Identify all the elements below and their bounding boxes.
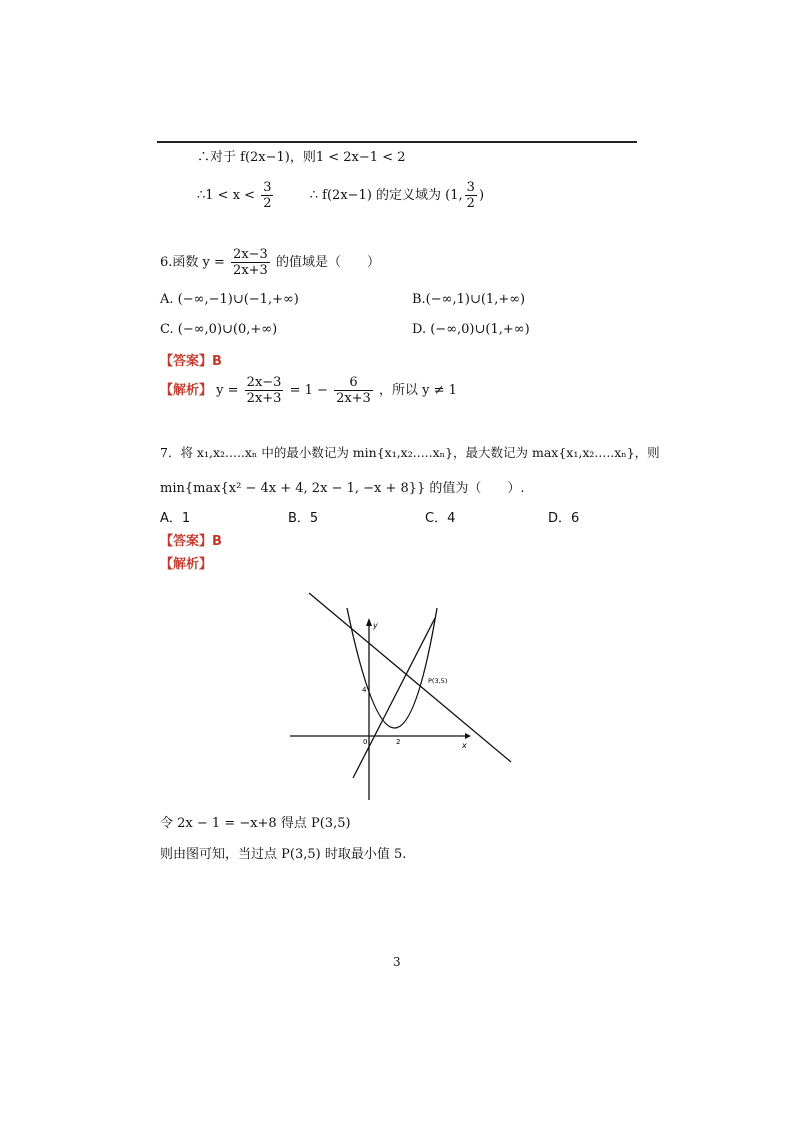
q7-option-c: C．4: [425, 511, 456, 526]
q6-analysis-num1: 2x−3: [246, 375, 282, 390]
q7-analysis-heading: [160, 553, 212, 572]
q6-frac-den: 2x+3: [233, 263, 268, 278]
prev-int-num: 3: [466, 180, 475, 195]
graph-point-label: P(3,5): [428, 677, 448, 685]
q7-stem-line-2: min{max{x² − 4x + 4, 2x − 1, −x + 8}} 的值为（ ）.: [160, 481, 525, 496]
graph-x-tick-label: 2: [396, 738, 401, 746]
graph-parabola: [347, 608, 437, 728]
graph-line-neg-x-plus-8: [309, 593, 511, 762]
q6-analysis: [160, 375, 457, 406]
prev-int-den: 2: [466, 196, 475, 211]
q6-analysis-eq: = 1 −: [289, 383, 328, 398]
graph-y-label: y: [373, 621, 378, 630]
q7-option-d: D．6: [548, 511, 580, 526]
prev-line-2: [197, 180, 484, 211]
prev-line-2-interval-close: ): [478, 188, 485, 203]
q6-option-a: A. (−∞,−1)∪(−1,+∞): [160, 292, 299, 307]
q7-analysis-tag: 【解析】: [160, 557, 213, 572]
prev-line-1: [197, 146, 405, 165]
q7-stem-line-1: 7．将 x₁,x₂.....xₙ 中的最小数记为 min{x₁,x₂.....xₙ}，最大数记为 max{x₁,x₂.....xₙ}，则: [160, 445, 660, 460]
q7-step-2: 则由图可知，当过点 P(3,5) 时取最小值 5.: [160, 847, 407, 862]
prev-line-1-text: ∴对于 f(2x−1)，则1 < 2x−1 < 2: [197, 150, 406, 165]
q6-analysis-num2: 6: [334, 375, 373, 391]
q6-option-c: C. (−∞,0)∪(0,+∞): [160, 322, 278, 337]
prev-line-2-fraction: [261, 180, 273, 211]
prev-line-2-domain: ∴ f(2x−1) 的定义域为: [309, 188, 442, 203]
q7-function-graph: [285, 588, 515, 803]
prev-frac-num: 3: [263, 180, 272, 195]
top-rule: [157, 141, 637, 143]
page-number: 3: [393, 955, 401, 969]
prev-line-2-ineq: ∴1 < x <: [197, 188, 256, 203]
q7-answer-tag: 【答案】: [160, 534, 213, 549]
q7-step-1: 令 2x − 1 = −x+8 得点 P(3,5): [160, 816, 351, 831]
q6-analysis-tag: 【解析】: [160, 383, 213, 398]
prev-line-2-interval-open: (1,: [445, 188, 463, 203]
prev-line-2-interval-fraction: [465, 180, 477, 211]
q6-stem-prefix: 6.函数 y =: [160, 255, 225, 270]
graph-y-tick-label: 4: [362, 686, 367, 694]
graph-y-arrow: [366, 618, 372, 626]
q6-analysis-conclusion: ，所以 y ≠ 1: [378, 383, 457, 398]
q6-analysis-y: y =: [216, 383, 239, 398]
q6-answer-tag: 【答案】: [160, 354, 213, 369]
q6-analysis-den1: 2x+3: [246, 391, 282, 406]
q6-option-b: B.(−∞,1)∪(1,+∞): [412, 292, 526, 307]
graph-origin-label: 0: [363, 738, 368, 746]
q7-option-b: B．5: [288, 511, 319, 526]
q7-answer: [160, 530, 222, 549]
q6-stem: [160, 247, 380, 278]
q7-answer-value: B: [212, 534, 222, 549]
q6-analysis-fraction-1: [245, 375, 284, 406]
graph-line-2x-minus-1: [353, 618, 435, 778]
q6-frac-num: 2x−3: [233, 247, 268, 262]
q6-answer: [160, 350, 222, 369]
q6-stem-suffix: 的值域是（ ）: [275, 255, 380, 270]
graph-x-arrow: [465, 733, 471, 739]
q6-stem-fraction: [231, 247, 270, 278]
q6-option-d: D. (−∞,0)∪(1,+∞): [412, 322, 530, 337]
q6-analysis-fraction-2: [334, 375, 373, 406]
q7-option-a: A．1: [160, 511, 191, 526]
graph-x-label: x: [462, 741, 467, 750]
q6-answer-value: B: [212, 354, 222, 369]
prev-frac-den: 2: [263, 196, 272, 211]
q6-analysis-den2: 2x+3: [336, 391, 371, 406]
